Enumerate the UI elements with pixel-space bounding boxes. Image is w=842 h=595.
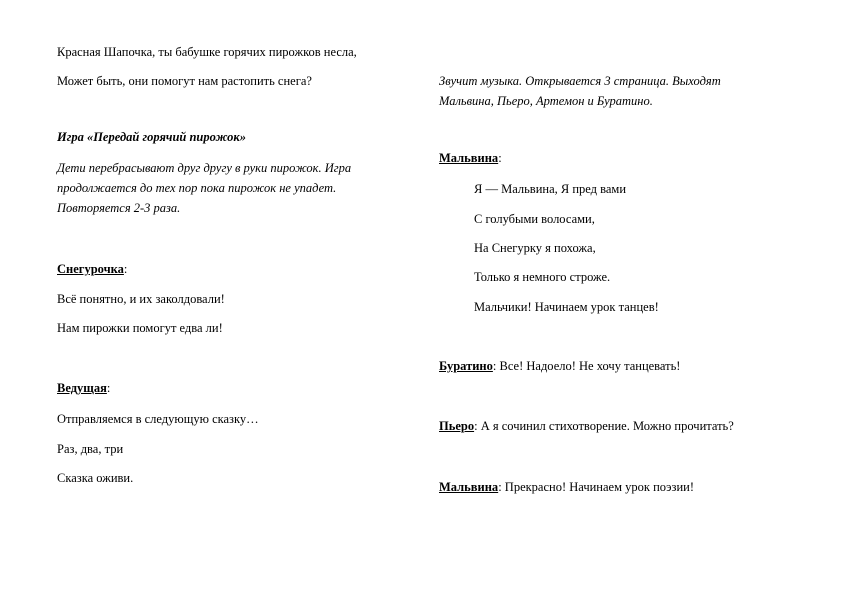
poem-line: Только я немного строже. — [474, 270, 611, 284]
stage-direction-line: Звучит музыка. Открывается 3 страница. Выходят — [439, 74, 721, 88]
poem-line: Мальчики! Начинаем урок танцев! — [474, 300, 659, 314]
dialogue-line — [439, 479, 694, 495]
dialogue-line: Раз, два, три — [57, 442, 124, 456]
game-description-line: Дети перебрасывают друг другу в руки пирожок. Игра — [57, 161, 352, 175]
speaker-name: Снегурочка — [57, 262, 124, 276]
speaker-heading: Снегурочка: — [57, 262, 128, 276]
speaker-heading: Мальвина: — [439, 151, 502, 165]
dialogue-line — [439, 418, 734, 434]
speaker-name: Пьеро — [439, 419, 475, 433]
stage-direction-line: Мальвина, Пьеро, Артемон и Буратино. — [439, 94, 653, 108]
dialogue-line: Отправляемся в следующую сказку… — [57, 412, 259, 426]
dialogue-line — [439, 358, 680, 374]
game-title: Игра «Передай горячий пирожок» — [57, 130, 246, 144]
poem-line: С голубыми волосами, — [474, 212, 595, 226]
dialogue-line: Нам пирожки помогут едва ли! — [57, 321, 223, 335]
poem-line: Я — Мальвина, Я пред вами — [474, 182, 627, 196]
speaker-name: Ведущая — [57, 381, 107, 395]
game-description-line: Повторяется 2-3 раза. — [57, 201, 181, 215]
speaker-heading: Ведущая: — [57, 381, 111, 395]
text-line: Красная Шапочка, ты бабушке горячих пирожков несла, — [57, 45, 357, 59]
dialogue-text: : Прекрасно! Начинаем урок поэзии! — [498, 480, 695, 494]
dialogue-text: : А я сочинил стихотворение. Можно прочитать? — [474, 419, 734, 433]
speaker-name: Буратино — [439, 359, 493, 373]
dialogue-line: Всё понятно, и их заколдовали! — [57, 292, 225, 306]
text-line: Может быть, они помогут нам растопить снега? — [57, 74, 312, 88]
poem-line: На Снегурку я похожа, — [474, 241, 596, 255]
speaker-name: Мальвина — [439, 480, 499, 494]
speaker-name: Мальвина — [439, 151, 499, 165]
dialogue-line: Сказка оживи. — [57, 471, 134, 485]
game-description-line: продолжается до тех пор пока пирожок не упадет. — [57, 181, 337, 195]
dialogue-text: : Все! Надоело! Не хочу танцевать! — [492, 359, 681, 373]
